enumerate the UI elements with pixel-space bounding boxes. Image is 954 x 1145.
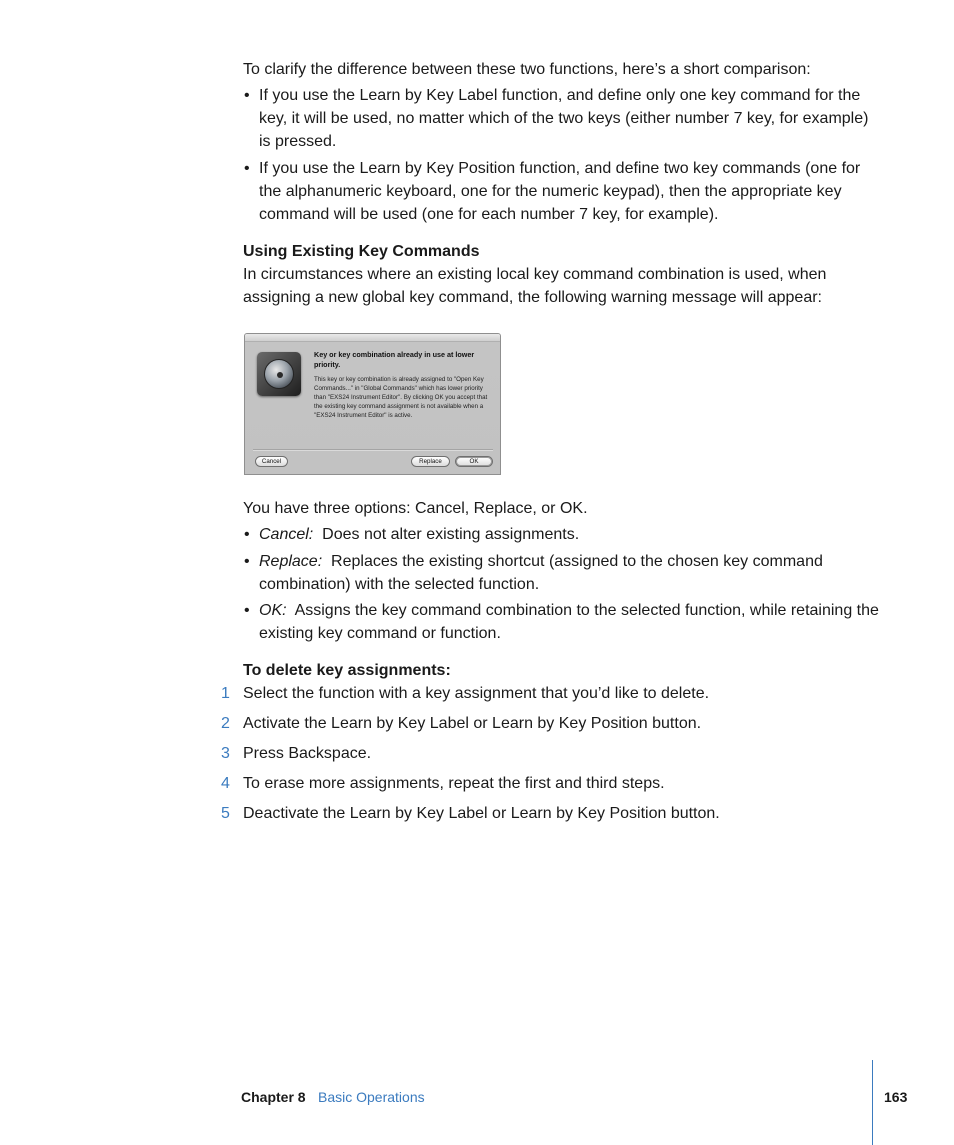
option-bullet [243,599,883,645]
step-text: To erase more assignments, repeat the first and third steps. [243,775,665,792]
step-number: 5 [221,805,230,822]
dialog-title: Key or key combination already in use at lower priority. [314,350,475,369]
dialog-divider [253,449,493,451]
page-number: 163 [884,1089,908,1105]
disc-graphic [264,359,294,389]
step-number: 3 [221,745,230,762]
option-desc: Assigns the key command combination to the selected function, while retaining the existing key command or function. [259,602,884,642]
step-text: Press Backspace. [243,745,372,762]
section-heading: Using Existing Key Commands [243,243,480,260]
step-number: 4 [221,775,230,792]
option-term: Replace: [259,553,323,570]
comparison-bullet [243,84,883,153]
disc-hole [277,372,283,378]
step-number: 1 [221,685,230,702]
option-desc: Does not alter existing assignments. [313,526,580,543]
logic-app-icon [257,352,301,396]
footer-section-link[interactable]: Basic Operations [318,1089,425,1105]
option-term: Cancel: [259,526,314,543]
footer-chapter: Chapter 8 [241,1089,306,1105]
comparison-bullet [243,157,883,226]
step-text: Activate the Learn by Key Label or Learn by Key Position button. [243,715,702,732]
bullet-text: If you use the Learn by Key Label function, and define only one key command for the key, it will be used, no matter which of the two keys (either number 7 key, for example) is pressed. [259,87,869,150]
warning-dialog-screenshot [244,333,501,475]
intro-paragraph: To clarify the difference between these two functions, here’s a short comparison: [243,61,811,78]
step-text: Deactivate the Learn by Key Label or Learn by Key Position button. [243,805,720,822]
bullet-dot: • [244,87,250,104]
step-text: Select the function with a key assignment that you’d like to delete. [243,685,710,702]
cancel-button[interactable]: Cancel [255,456,288,467]
bullet-dot: • [244,553,250,570]
option-term: OK: [259,602,287,619]
replace-button[interactable]: Replace [411,456,450,467]
bullet-text: If you use the Learn by Key Position function, and define two key commands (one for the alphanumeric keyboard, one for the numeric keypad), then the appropriate key command will be used (one for each number 7 key, for example). [259,160,861,223]
dialog-message: This key or key combination is already assigned to "Open Key Commands..." in "Global Commands" which has lower priority than "EXS24 Instrument Editor". By clicking OK you accept that the existing key command assignment is not available when a "EXS24 Instrument Editor" is active. [314,376,488,419]
section-paragraph: In circumstances where an existing local key command combination is used, when assigning a new global key command, the following warning message will appear: [243,266,827,306]
option-bullet [243,523,883,546]
task-heading: To delete key assignments: [243,662,451,679]
bullet-dot: • [244,526,250,543]
ok-button[interactable]: OK [455,456,493,467]
option-desc: Replaces the existing shortcut (assigned to the chosen key command combination) with the selected function. [259,553,828,593]
step-number: 2 [221,715,230,732]
bullet-dot: • [244,160,250,177]
dialog-titlebar [245,334,500,342]
options-intro: You have three options: Cancel, Replace, or OK. [243,500,588,517]
option-bullet [243,550,883,596]
bullet-dot: • [244,602,250,619]
footer-divider [872,1060,873,1145]
